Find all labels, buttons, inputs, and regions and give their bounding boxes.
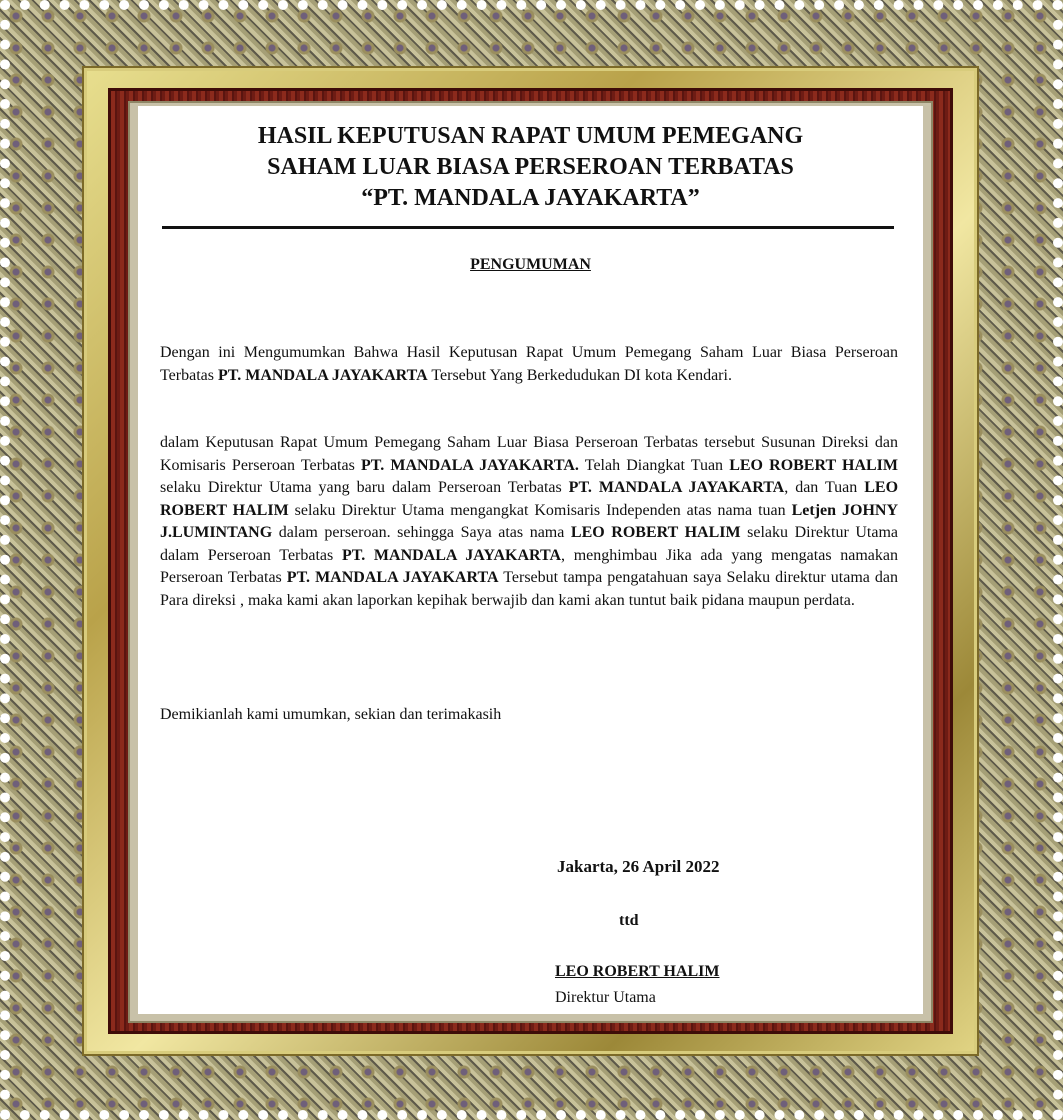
p2-text-i: Tersebut tampa pengatahuan saya Selaku direktur utama dan Para direksi , maka kami akan laporkan kepihak berwajib dan kami akan tuntut baik pidana maupun perdata. [160, 569, 898, 609]
p2-text-e: selaku Direktur Utama mengangkat Komisaris Independen atas nama tuan [288, 501, 792, 519]
director-name: LEO ROBERT HALIM [729, 456, 898, 474]
title-line-1: HASIL KEPUTUSAN RAPAT UMUM PEMEGANG [257, 123, 804, 149]
paragraph-announcement [160, 342, 898, 387]
director-name: LEO ROBERT HALIM [570, 524, 741, 541]
title-divider [162, 226, 894, 229]
company-name: PT. MANDALA JAYAKARTA [341, 546, 562, 564]
signature-place-date: Jakarta, 26 April 2022 [557, 857, 720, 876]
p1-text-b: Tersebut Yang Berkedudukan DI kota Kendari. [427, 366, 732, 384]
paragraph-decision [160, 432, 898, 612]
director-name: LEO ROBERT HALIM [160, 479, 899, 519]
p1-text-a: Dengan ini Mengumumkan Bahwa Hasil Keputusan Rapat Umum Pemegang Saham Luar Biasa Perseroan Terbatas [160, 344, 898, 384]
p2-text-c: selaku Direktur Utama yang baru dalam Perseroan Terbatas [160, 479, 569, 496]
title-line-2: SAHAM LUAR BIASA PERSEROAN TERBATAS [267, 154, 794, 180]
company-name: PT. MANDALA JAYAKARTA [568, 479, 785, 496]
p2-text-h: , menghimbau Jika ada yang mengatas namakan Perseroan Terbatas [160, 546, 898, 586]
company-name: PT. MANDALA JAYAKARTA [286, 569, 499, 586]
signatory-role: Direktur Utama [555, 989, 656, 1006]
title-line-3: “PT. MANDALA JAYAKARTA” [361, 185, 700, 211]
company-name: PT. MANDALA JAYAKARTA. [360, 456, 579, 474]
heading-text: PENGUMUMAN [470, 256, 591, 273]
company-name: PT. MANDALA JAYAKARTA [217, 366, 428, 384]
signatory-name: LEO ROBERT HALIM [555, 963, 720, 980]
document-paper [138, 106, 923, 1014]
p2-text-g: selaku Direktur Utama dalam Perseroan Terbatas [160, 524, 899, 564]
p2-text-f: dalam perseroan. sehingga Saya atas nama [272, 524, 571, 541]
paragraph-closing: Demikianlah kami umumkan, sekian dan terimakasih [160, 706, 502, 723]
document-title [138, 121, 923, 214]
p2-text-d: , dan Tuan [784, 479, 865, 496]
p2-text-a: dalam Keputusan Rapat Umum Pemegang Saham Luar Biasa Perseroan Terbatas tersebut Susunan Direksi dan Komisaris Perseroan Terbatas [160, 434, 898, 474]
commissioner-name: Letjen JOHNY J.LUMINTANG [160, 501, 898, 541]
section-heading [138, 256, 923, 274]
signature-ttd: ttd [619, 912, 639, 929]
p2-text-b: Telah Diangkat Tuan [578, 456, 730, 474]
